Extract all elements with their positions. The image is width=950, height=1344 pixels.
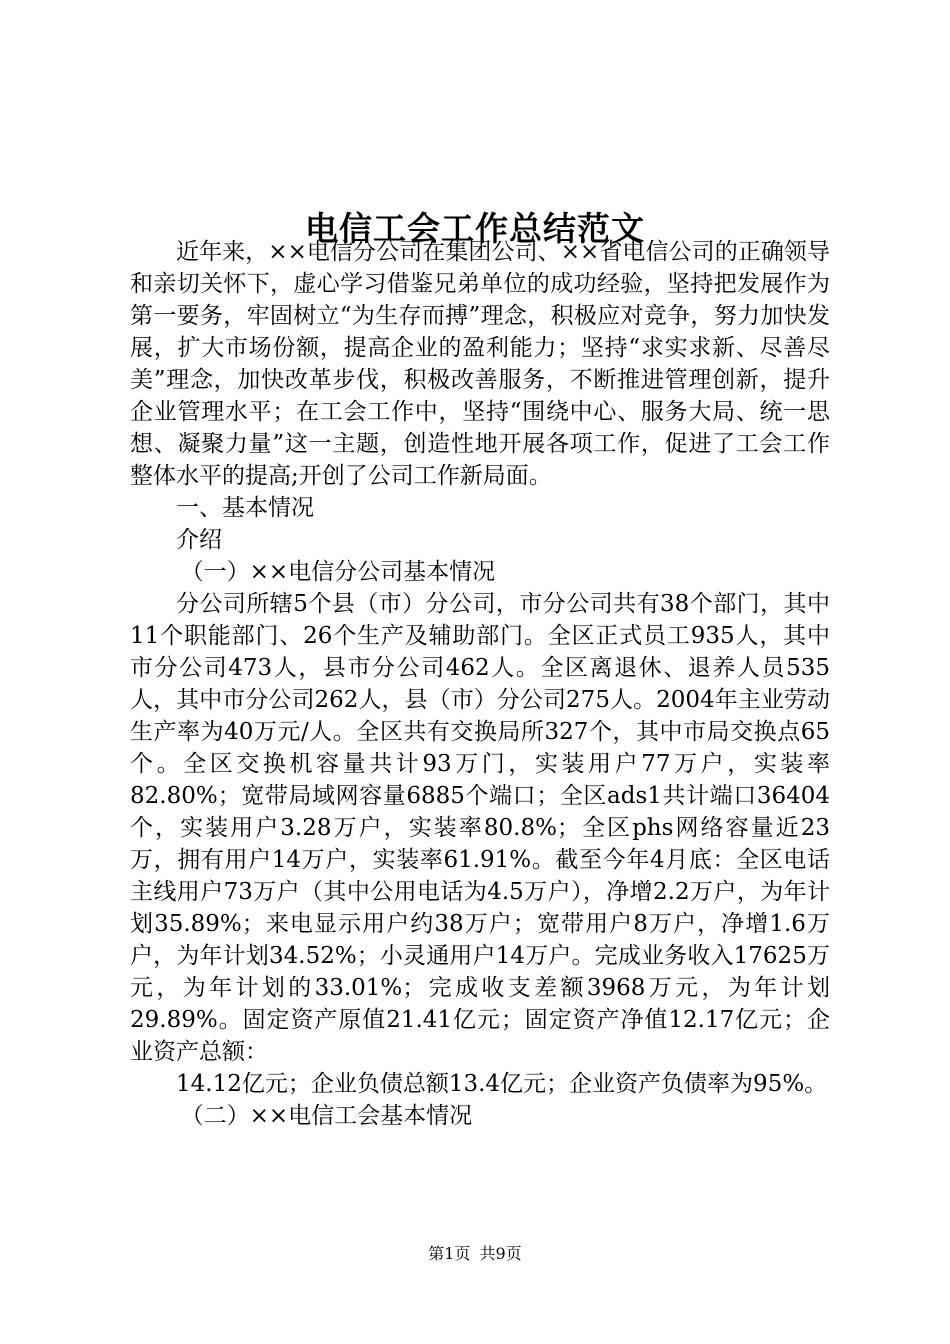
subsection-heading-union: （二）××电信工会基本情况 — [180, 1103, 473, 1129]
document-body — [130, 236, 830, 1132]
intro-paragraph: 近年来，××电信分公司在集团公司、××省电信公司的正确领导和亲切关怀下，虚心学习借鉴兄弟单位的成功经验，坚持把发展作为第一要务，牢固树立“为生存而搏”理念，积极应对竞争，努力加快发展，扩大市场份额，提高企业的盈利能力；坚持“求实求新、尽善尽美”理念，加快改革步伐，积极改善服务，不断推进管理创新，提升企业管理水平；在工会工作中，坚持“围绕中心、服务大局、统一思想、凝聚力量”这一主题，创造性地开展各项工作，促进了工会工作整体水平的提高;开创了公司工作新局面。 — [130, 239, 830, 489]
page-total: 共9页 — [479, 1244, 522, 1263]
subsection-heading-company: （一）××电信分公司基本情况 — [180, 559, 496, 585]
document-title: 电信工会工作总结范文 — [305, 209, 645, 249]
company-stats-paragraph: 分公司所辖5个县（市）分公司，市分公司共有38个部门，其中11个职能部门、26个生产及辅助部门。全区正式员工935人，其中市分公司473人，县市分公司462人。全区离退休、退养人员535人，其中市分公司262人，县（市）分公司275人。2004年主业劳动生产率为40万元/人。全区共有交换局所327个，其中市局交换点65个。全区交换机容量共计93万门，实装用户77万户，实装率82.80%；宽带局域网容量6885个端口；全区ads1共计端口36404个，实装用户3.28万户，实装率80.8%；全区phs网络容量近23万，拥有用户14万户，实装率61.91%。截至今年4月底：全区电话主线用户73万户（其中公用电话为4.5万户），净增2.2万户，为年计划35.89%；来电显示用户约38万户；宽带用户8万户，净增1.6万户，为年计划34.52%；小灵通用户14万户。完成业务收入17625万元，为年计划的33.01%；完成收支差额3968万元，为年计划29.89%。固定资产原值21.41亿元；固定资产净值12.17亿元；企业资产总额： — [130, 591, 830, 1065]
section-subheading-intro: 介绍 — [176, 527, 222, 553]
page-number: 第1页 — [428, 1244, 471, 1263]
assets-paragraph: 14.12亿元；企业负债总额13.4亿元；企业资产负债率为95%。 — [176, 1071, 828, 1097]
section-heading-basic-situation: 一、基本情况 — [176, 495, 314, 521]
page-footer — [0, 1242, 950, 1266]
